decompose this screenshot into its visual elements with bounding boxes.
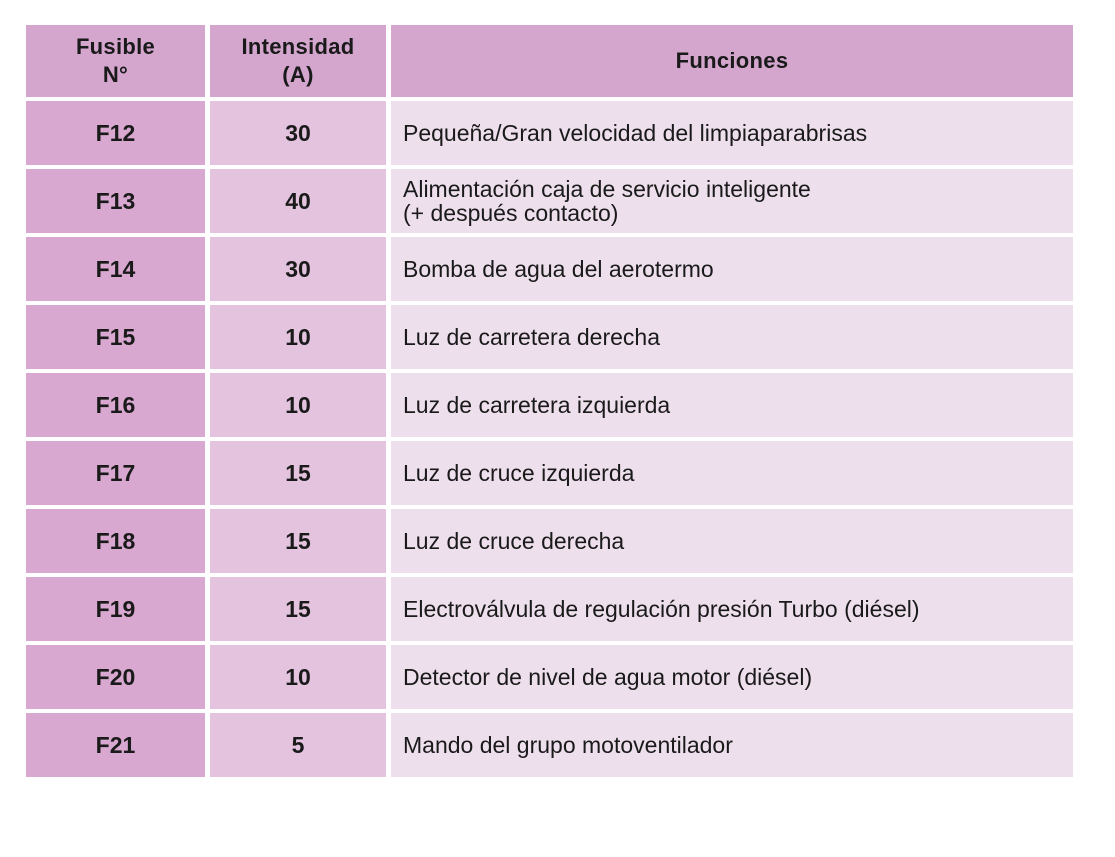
- intensity-cell: 10: [210, 373, 391, 441]
- header-intensity: [210, 25, 391, 101]
- function-cell: [391, 101, 1073, 169]
- intensity-cell: 30: [210, 237, 391, 305]
- intensity-cell: 15: [210, 577, 391, 645]
- fuse-table: [26, 25, 1073, 777]
- intensity-cell: 5: [210, 713, 391, 777]
- fuse-number-cell: F15: [26, 305, 210, 373]
- function-text-line: Mando del grupo motoventilador: [403, 732, 733, 758]
- intensity-cell: 15: [210, 441, 391, 509]
- function-cell: [391, 441, 1073, 509]
- function-text-line: Detector de nivel de agua motor (diésel): [403, 664, 813, 690]
- table-row: [26, 101, 1073, 169]
- table-row: [26, 509, 1073, 577]
- function-cell: [391, 305, 1073, 373]
- header-amp-line1: Intensidad: [241, 34, 355, 59]
- table-row: [26, 305, 1073, 373]
- fuse-number-cell: F14: [26, 237, 210, 305]
- function-text-line: Alimentación caja de servicio inteligente: [403, 176, 811, 202]
- fuse-number-cell: F16: [26, 373, 210, 441]
- intensity-cell: 15: [210, 509, 391, 577]
- fuse-number-cell: F13: [26, 169, 210, 237]
- function-text-line: Luz de cruce derecha: [403, 528, 625, 554]
- table-row: [26, 713, 1073, 777]
- table-row: [26, 373, 1073, 441]
- fuse-number-cell: F17: [26, 441, 210, 509]
- fuse-number-cell: F20: [26, 645, 210, 713]
- function-cell: [391, 373, 1073, 441]
- table-row: [26, 441, 1073, 509]
- header-fuse-line2: N°: [102, 62, 129, 87]
- table-header: [26, 25, 1073, 101]
- fuse-number-cell: F12: [26, 101, 210, 169]
- intensity-cell: 40: [210, 169, 391, 237]
- header-row: [26, 25, 1073, 101]
- table-row: [26, 237, 1073, 305]
- table-body: [26, 101, 1073, 777]
- fuse-number-cell: F19: [26, 577, 210, 645]
- header-fuse-line1: Fusible: [75, 34, 156, 59]
- function-cell: [391, 237, 1073, 305]
- function-cell: [391, 645, 1073, 713]
- table-row: [26, 645, 1073, 713]
- function-cell: [391, 509, 1073, 577]
- table-row: [26, 577, 1073, 645]
- intensity-cell: 10: [210, 645, 391, 713]
- function-text-line: Luz de carretera izquierda: [403, 392, 671, 418]
- fuse-number-cell: F18: [26, 509, 210, 577]
- function-text-line: Electroválvula de regulación presión Turbo (diésel): [403, 596, 920, 622]
- header-functions: Funciones: [391, 25, 1073, 101]
- function-cell: [391, 713, 1073, 777]
- function-text-line: Bomba de agua del aerotermo: [403, 256, 714, 282]
- fuse-number-cell: F21: [26, 713, 210, 777]
- table-row: [26, 169, 1073, 237]
- intensity-cell: 10: [210, 305, 391, 373]
- function-cell: [391, 577, 1073, 645]
- function-text-line: Luz de carretera derecha: [403, 324, 660, 350]
- header-fuse-number: [26, 25, 210, 101]
- intensity-cell: 30: [210, 101, 391, 169]
- function-cell: [391, 169, 1073, 237]
- function-text-line: (+ después contacto): [403, 200, 619, 226]
- function-text-line: Pequeña/Gran velocidad del limpiaparabrisas: [403, 120, 868, 146]
- header-amp-line2: (A): [282, 62, 314, 87]
- function-text-line: Luz de cruce izquierda: [403, 460, 635, 486]
